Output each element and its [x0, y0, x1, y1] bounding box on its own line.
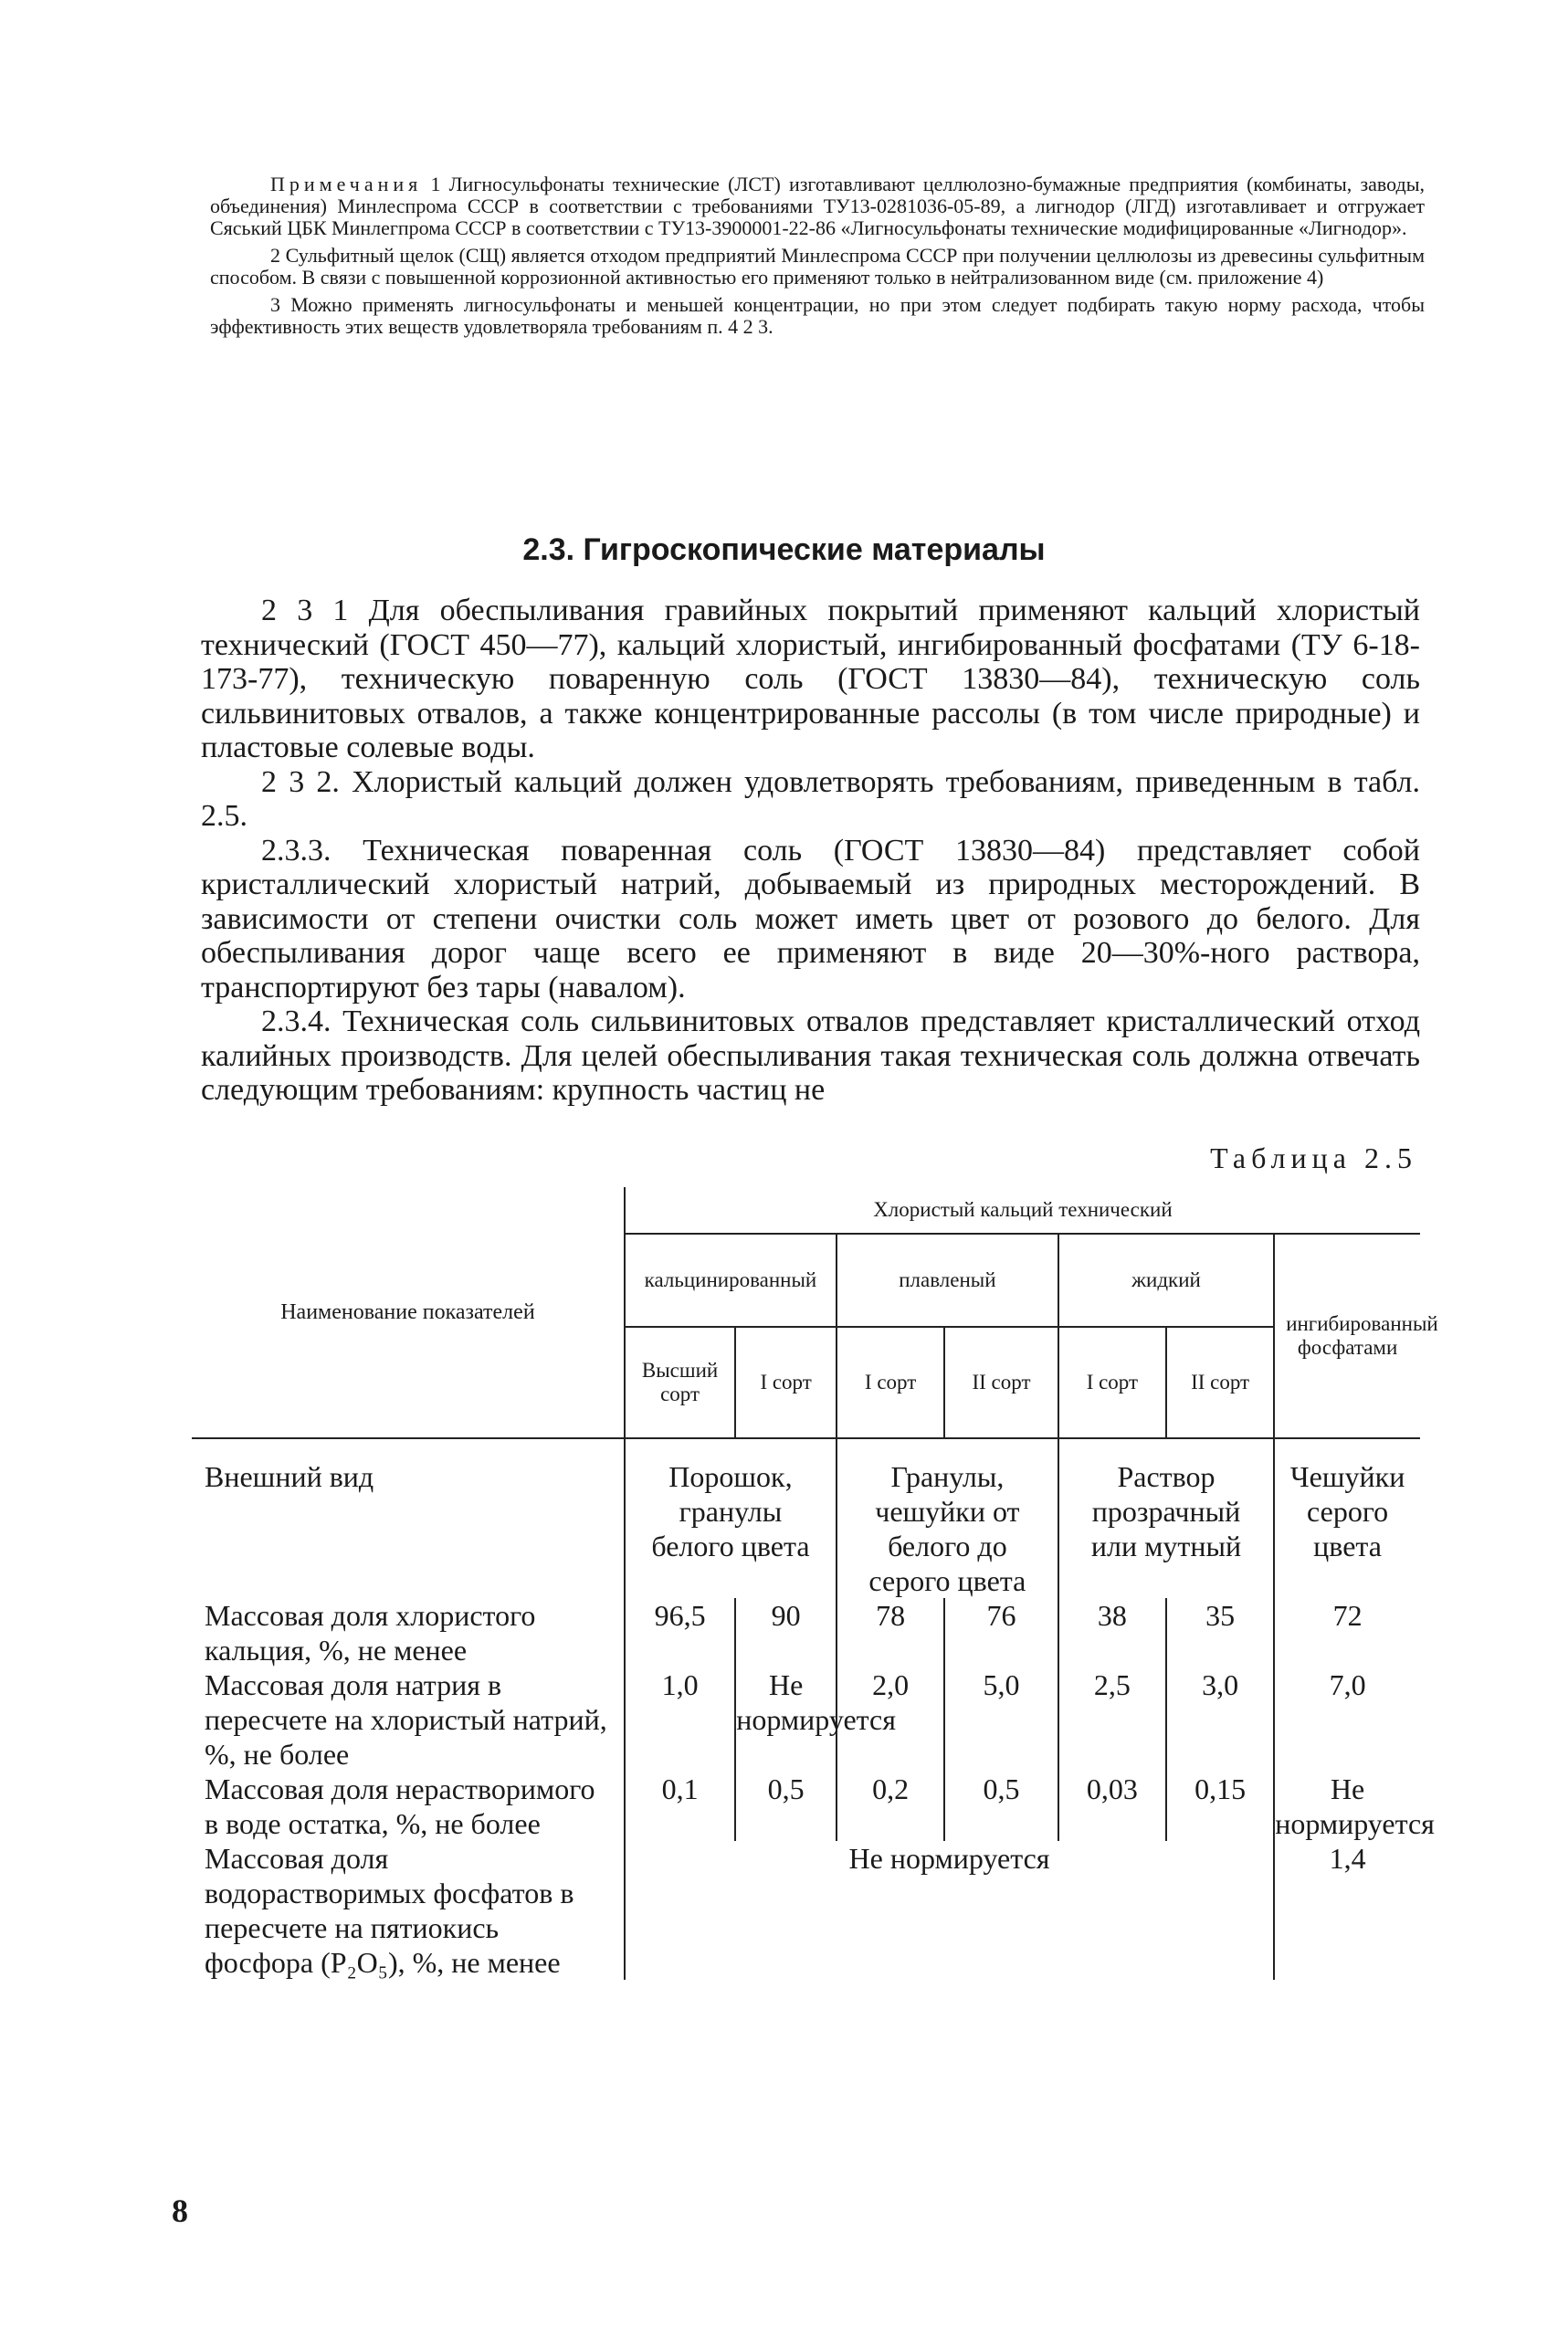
note-3: 3 Можно применять лигносульфонаты и меньшей концентрации, но при этом следует подбирать такую норму расхода, чтобы эффективность этих веществ удовлетворяла требованиям п. 4 2 3.: [210, 293, 1425, 338]
header-fused-grade1: I сорт: [837, 1327, 944, 1438]
cell-value: 0,5: [735, 1772, 837, 1841]
header-liquid-grade2: II сорт: [1166, 1327, 1274, 1438]
table-row: [192, 1841, 1420, 1980]
notes-block: [210, 174, 1425, 343]
table-caption: Таблица 2.5: [1210, 1141, 1417, 1174]
cell-value: 0,1: [625, 1772, 735, 1841]
appearance-liquid: Раствор прозрачный или мутный: [1058, 1438, 1274, 1598]
header-inhibited: ингибированный фосфатами: [1274, 1234, 1420, 1438]
header-group: Хлористый кальций технический: [625, 1187, 1420, 1234]
paragraph-2-3-3: 2.3.3. Техническая поваренная соль (ГОСТ 13830—84) представляет собой кристаллический хлористый натрий, добываемый из природных месторождений. В зависимости от степени очистки соль может иметь цвет от розового до белого. Для обеспыливания дорог чаще всего ее применяют в виде 20—30%-ного раствора, транспортируют без тары (навалом).: [201, 833, 1420, 1004]
row-phosphates-name: Массовая доля водорастворимых фосфатов в пересчете на пятиокись фосфора (P₂O₅), %, не менее: [205, 1842, 574, 1979]
note-2: 2 Сульфитный щелок (СЩ) является отходом предприятий Минлеспрома СССР при получении целлюлозы из древесины сульфитным способом. В связи с повышенной коррозионной активностью его применяют только в нейтрализованном виде (см. приложение 4): [210, 244, 1425, 289]
table-row: [192, 1772, 1420, 1841]
cell-value: 3,0: [1166, 1667, 1274, 1772]
cell-value: 90: [735, 1598, 837, 1667]
header-liquid-grade1: I сорт: [1058, 1327, 1166, 1438]
header-top-grade: Высший сорт: [625, 1327, 735, 1438]
paragraph-2-3-2: 2 3 2. Хлористый кальций должен удовлетворять требованиям, приведенным в табл. 2.5.: [201, 764, 1420, 833]
header-fused-grade2: II сорт: [944, 1327, 1058, 1438]
cell-value: 35: [1166, 1598, 1274, 1667]
notes-label: Примечания: [270, 173, 423, 195]
phosphates-inhibited: 1,4: [1274, 1841, 1420, 1980]
table-2-5: [192, 1187, 1438, 1980]
header-name-column: Наименование показателей: [280, 1300, 535, 1324]
row-appearance-name: Внешний вид: [192, 1438, 625, 1598]
cell-value: 72: [1274, 1598, 1420, 1667]
row-sodium-name: Массовая доля натрия в пересчете на хлористый натрий, %, не более: [205, 1668, 607, 1771]
cell-value: 7,0: [1274, 1667, 1420, 1772]
header-calcined: кальцинированный: [625, 1234, 837, 1327]
note-1-text: 1 Лигносульфонаты технические (ЛСТ) изготавливают целлюлозно-бумажные предприятия (комбинаты, заводы, объединения) Минлеспрома СССР в соответствии с требованиями ТУ13-0281036-05-89, а лигнодор (ЛГД) изготавливает и отгружает Сяський ЦБК Минлегпрома СССР в соответствии с ТУ13-3900001-22-86 «Лигносульфонаты технические модифицированные «Лигнодор».: [210, 173, 1425, 239]
cell-value: 0,03: [1058, 1772, 1166, 1841]
cell-value: 2,0: [837, 1667, 944, 1772]
page-number: 8: [172, 2193, 188, 2229]
table-row: [192, 1667, 1420, 1772]
note-1: [210, 174, 1425, 239]
appearance-fused: Гранулы, чешуйки от белого до серого цвета: [837, 1438, 1058, 1598]
section-body: [201, 594, 1420, 1108]
header-liquid: жидкий: [1058, 1234, 1274, 1327]
cell-value: 5,0: [944, 1667, 1058, 1772]
cell-value: 0,15: [1166, 1772, 1274, 1841]
row-insoluble-name: Массовая доля нерастворимого в воде остатка, %, не более: [205, 1772, 595, 1840]
cell-value: 0,2: [837, 1772, 944, 1841]
appearance-calcined: Порошок, гранулы белого цвета: [625, 1438, 837, 1598]
cell-value: Не нормируется: [1275, 1772, 1435, 1840]
table-row: [192, 1438, 1420, 1598]
cell-value: 1,0: [625, 1667, 735, 1772]
section-heading: 2.3. Гигроскопические материалы: [522, 532, 1046, 567]
header-fused: плавленый: [837, 1234, 1058, 1327]
cell-value: Не нормируется: [735, 1667, 837, 1772]
paragraph-2-3-4: 2.3.4. Техническая соль сильвинитовых отвалов представляет кристаллический отход калийных производств. Для целей обеспыливания такая техническая соль должна отвечать следующим требованиям: крупность частиц не: [201, 1004, 1420, 1107]
cell-value: 96,5: [625, 1598, 735, 1667]
cell-value: 38: [1058, 1598, 1166, 1667]
header-calcined-grade1: I сорт: [735, 1327, 837, 1438]
table-row: [192, 1598, 1420, 1667]
cell-value: 78: [837, 1598, 944, 1667]
phosphates-not-normalized: Не нормируется: [625, 1841, 1274, 1980]
paragraph-2-3-1: 2 3 1 Для обеспыливания гравийных покрытий применяют кальций хлористый технический (ГОСТ 450—77), кальций хлористый, ингибированный фосфатами (ТУ 6-18-173-77), техническую поваренную соль (ГОСТ 13830—84), техническую соль сильвинитовых отвалов, а также концентрированные рассолы (в том числе природные) и пластовые солевые воды.: [201, 594, 1420, 764]
cell-value: 2,5: [1058, 1667, 1166, 1772]
row-cacl2-name: Массовая доля хлористого кальция, %, не менее: [205, 1599, 536, 1667]
cell-value: 76: [944, 1598, 1058, 1667]
cell-value: 0,5: [944, 1772, 1058, 1841]
table-header-row-1: [192, 1187, 1420, 1234]
appearance-inhibited: Чешуйки серого цвета: [1274, 1438, 1420, 1598]
